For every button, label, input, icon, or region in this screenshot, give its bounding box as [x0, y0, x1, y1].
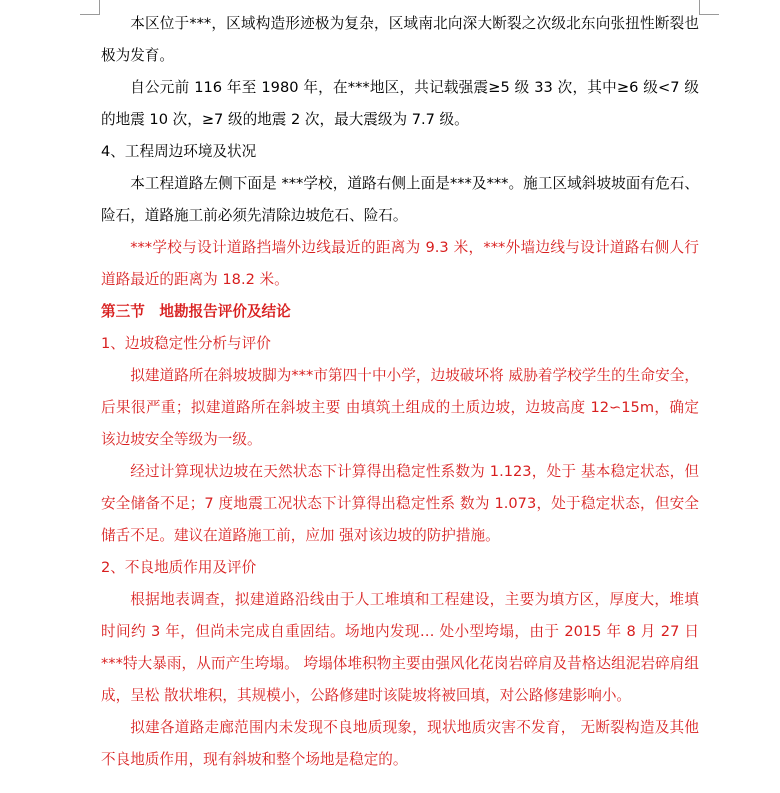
section-heading-surroundings: 4、工程周边环境及状况	[101, 143, 257, 160]
paragraph-site-stable: 拟建各道路走廊范围内未发现不良地质现象，现状地质灾害不发育， 无断裂构造及其他不良地质作用，现有斜坡和整个场地是稳定的。	[101, 719, 699, 768]
crop-mark-left-horizontal	[80, 14, 100, 15]
section-heading-adverse-geology: 2、不良地质作用及评价	[101, 559, 257, 576]
paragraph-surface-survey: 根据地表调查，拟建道路沿线由于人工堆填和工程建设，主要为填方区，厚度大，堆填时间约 3 年，但尚未完成自重固结。场地内发现… 处小型垮塌，由于 2015 年 8 月 27 日***特大暴雨，从而产生垮塌。 垮塌体堆积物主要由强风化花岗岩碎肩及昔格达组泥岩碎肩组成，呈松 散状堆积，其规模小，公路修建时该陡坡将被回填，对公路修建影响小。	[101, 591, 699, 704]
crop-mark-right-vertical	[699, 0, 700, 14]
section-heading-slope-stability: 1、边坡稳定性分析与评价	[101, 335, 271, 352]
crop-mark-right-horizontal	[699, 14, 719, 15]
crop-mark-left-vertical	[99, 0, 100, 14]
paragraph-stability-coefficient: 经过计算现状边坡在天然状态下计算得出稳定性系数为 1.123，处于 基本稳定状态，但安全储备不足；7 度地震工况状态下计算得出稳定性系 数为 1.073，处于稳定状态，但安全储舌不足。建议在道路施工前，应加 强对该边坡的防护措施。	[101, 463, 699, 544]
paragraph-slope-safety-grade: 拟建道路所在斜坡坡脚为***市第四十中小学，边坡破坏将 威胁着学校学生的生命安全，后果很严重；拟建道路所在斜坡主要 由填筑土组成的土质边坡，边坡高度 12∽15m，确定该边坡安全等级为一级。	[101, 367, 699, 448]
paragraph-distances: ***学校与设计道路挡墙外边线最近的距离为 9.3 米，***外墙边线与设计道路右侧人行道路最近的距离为 18.2 米。	[101, 239, 699, 288]
paragraph-regional-structure: 本区位于***，区域构造形迹极为复杂，区域南北向深大断裂之次级北东向张扭性断裂也极为发育。	[101, 15, 699, 64]
document-body	[101, 8, 699, 776]
paragraph-road-surroundings: 本工程道路左侧下面是 ***学校，道路右侧上面是***及***。施工区域斜坡坡面有危石、险石，道路施工前必须先清除边坡危石、险石。	[101, 175, 699, 224]
paragraph-earthquake-history: 自公元前 116 年至 1980 年，在***地区，共记载强震≥5 级 33 次，其中≥6 级<7 级的地震 10 次，≥7 级的地震 2 次，最大震级为 7.7 级。	[101, 79, 699, 128]
chapter-heading-evaluation: 第三节 地勘报告评价及结论	[101, 303, 291, 320]
